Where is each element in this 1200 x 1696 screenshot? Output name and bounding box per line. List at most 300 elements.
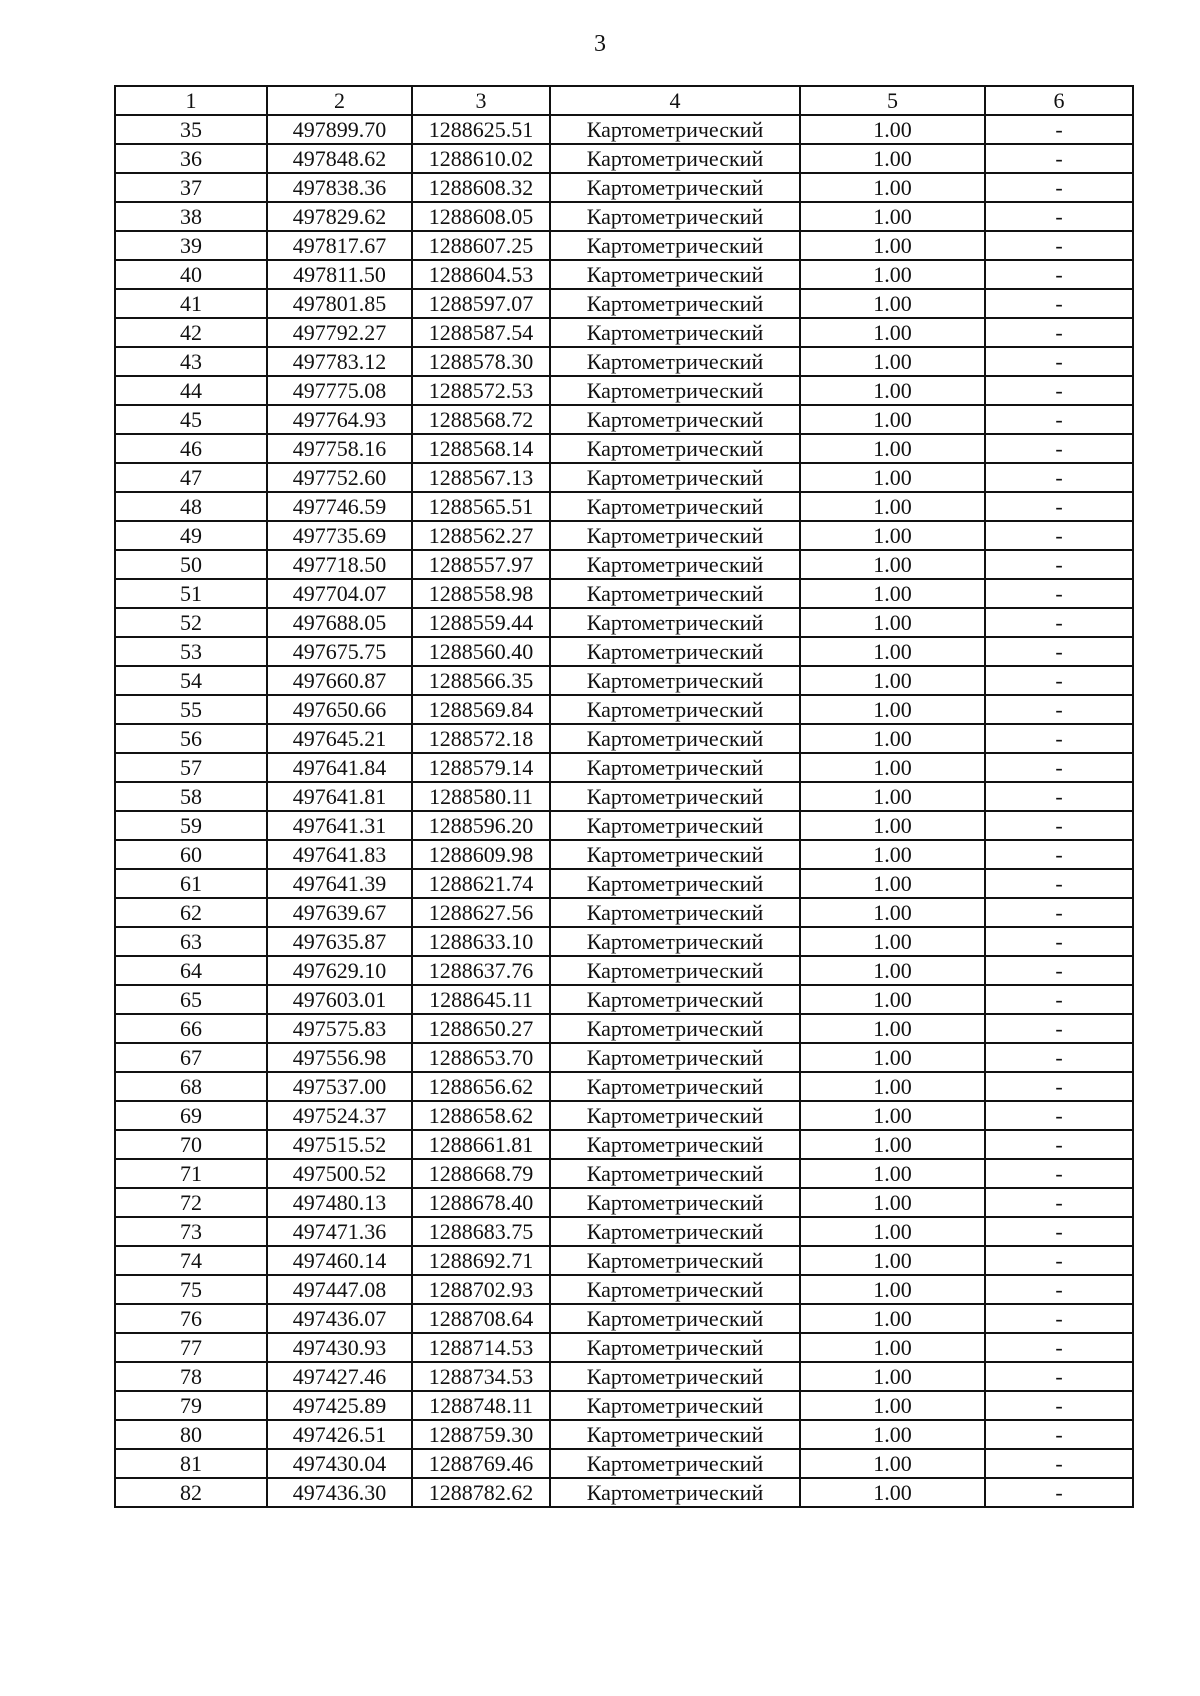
table-row: [115, 492, 1133, 521]
y-coordinate-cell: 1288587.54: [412, 318, 550, 347]
method-cell: Картометрический: [550, 666, 800, 695]
method-cell: Картометрический: [550, 782, 800, 811]
y-coordinate-cell: 1288656.62: [412, 1072, 550, 1101]
x-coordinate-cell: 497425.89: [267, 1391, 412, 1420]
accuracy-cell: 1.00: [800, 202, 985, 231]
table-row: [115, 666, 1133, 695]
point-number-cell: 35: [115, 115, 267, 144]
point-number-cell: 44: [115, 376, 267, 405]
table-row: [115, 173, 1133, 202]
accuracy-cell: 1.00: [800, 1449, 985, 1478]
description-cell: -: [985, 144, 1133, 173]
y-coordinate-cell: 1288678.40: [412, 1188, 550, 1217]
description-cell: -: [985, 724, 1133, 753]
method-cell: Картометрический: [550, 1159, 800, 1188]
table-row: [115, 811, 1133, 840]
description-cell: -: [985, 1188, 1133, 1217]
table-row: [115, 985, 1133, 1014]
x-coordinate-cell: 497704.07: [267, 579, 412, 608]
x-coordinate-cell: 497639.67: [267, 898, 412, 927]
method-cell: Картометрический: [550, 1362, 800, 1391]
x-coordinate-cell: 497838.36: [267, 173, 412, 202]
point-number-cell: 74: [115, 1246, 267, 1275]
x-coordinate-cell: 497829.62: [267, 202, 412, 231]
accuracy-cell: 1.00: [800, 1101, 985, 1130]
x-coordinate-cell: 497480.13: [267, 1188, 412, 1217]
y-coordinate-cell: 1288668.79: [412, 1159, 550, 1188]
table-row: [115, 347, 1133, 376]
table-header: [115, 86, 1133, 115]
x-coordinate-cell: 497775.08: [267, 376, 412, 405]
point-number-cell: 50: [115, 550, 267, 579]
accuracy-cell: 1.00: [800, 144, 985, 173]
y-coordinate-cell: 1288621.74: [412, 869, 550, 898]
method-cell: Картометрический: [550, 724, 800, 753]
description-cell: -: [985, 898, 1133, 927]
method-cell: Картометрический: [550, 1420, 800, 1449]
table-row: [115, 1217, 1133, 1246]
point-number-cell: 75: [115, 1275, 267, 1304]
method-cell: Картометрический: [550, 956, 800, 985]
y-coordinate-cell: 1288782.62: [412, 1478, 550, 1507]
x-coordinate-cell: 497436.07: [267, 1304, 412, 1333]
x-coordinate-cell: 497801.85: [267, 289, 412, 318]
method-cell: Картометрический: [550, 811, 800, 840]
point-number-cell: 60: [115, 840, 267, 869]
accuracy-cell: 1.00: [800, 811, 985, 840]
table-row: [115, 579, 1133, 608]
table-row: [115, 608, 1133, 637]
method-cell: Картометрический: [550, 521, 800, 550]
x-coordinate-cell: 497641.81: [267, 782, 412, 811]
point-number-cell: 52: [115, 608, 267, 637]
table-row: [115, 1449, 1133, 1478]
table-row: [115, 1246, 1133, 1275]
table-row: [115, 318, 1133, 347]
method-cell: Картометрический: [550, 1333, 800, 1362]
x-coordinate-cell: 497764.93: [267, 405, 412, 434]
x-coordinate-cell: 497811.50: [267, 260, 412, 289]
table-row: [115, 376, 1133, 405]
column-header: 5: [800, 86, 985, 115]
method-cell: Картометрический: [550, 1130, 800, 1159]
point-number-cell: 38: [115, 202, 267, 231]
accuracy-cell: 1.00: [800, 550, 985, 579]
table-row: [115, 753, 1133, 782]
y-coordinate-cell: 1288650.27: [412, 1014, 550, 1043]
x-coordinate-cell: 497848.62: [267, 144, 412, 173]
accuracy-cell: 1.00: [800, 1043, 985, 1072]
method-cell: Картометрический: [550, 144, 800, 173]
method-cell: Картометрический: [550, 695, 800, 724]
y-coordinate-cell: 1288607.25: [412, 231, 550, 260]
method-cell: Картометрический: [550, 753, 800, 782]
accuracy-cell: 1.00: [800, 695, 985, 724]
y-coordinate-cell: 1288608.32: [412, 173, 550, 202]
table-row: [115, 927, 1133, 956]
x-coordinate-cell: 497792.27: [267, 318, 412, 347]
y-coordinate-cell: 1288572.18: [412, 724, 550, 753]
y-coordinate-cell: 1288558.98: [412, 579, 550, 608]
accuracy-cell: 1.00: [800, 1275, 985, 1304]
table-row: [115, 1072, 1133, 1101]
accuracy-cell: 1.00: [800, 260, 985, 289]
x-coordinate-cell: 497556.98: [267, 1043, 412, 1072]
y-coordinate-cell: 1288566.35: [412, 666, 550, 695]
table-row: [115, 1043, 1133, 1072]
table-row: [115, 1101, 1133, 1130]
accuracy-cell: 1.00: [800, 753, 985, 782]
point-number-cell: 55: [115, 695, 267, 724]
table-row: [115, 231, 1133, 260]
description-cell: -: [985, 376, 1133, 405]
point-number-cell: 62: [115, 898, 267, 927]
description-cell: -: [985, 434, 1133, 463]
y-coordinate-cell: 1288759.30: [412, 1420, 550, 1449]
table-row: [115, 521, 1133, 550]
table-row: [115, 260, 1133, 289]
x-coordinate-cell: 497660.87: [267, 666, 412, 695]
method-cell: Картометрический: [550, 1072, 800, 1101]
table-row: [115, 724, 1133, 753]
description-cell: -: [985, 289, 1133, 318]
accuracy-cell: 1.00: [800, 608, 985, 637]
y-coordinate-cell: 1288568.14: [412, 434, 550, 463]
y-coordinate-cell: 1288608.05: [412, 202, 550, 231]
method-cell: Картометрический: [550, 1275, 800, 1304]
x-coordinate-cell: 497650.66: [267, 695, 412, 724]
table-row: [115, 1130, 1133, 1159]
x-coordinate-cell: 497603.01: [267, 985, 412, 1014]
description-cell: -: [985, 1043, 1133, 1072]
point-number-cell: 51: [115, 579, 267, 608]
table-row: [115, 405, 1133, 434]
point-number-cell: 73: [115, 1217, 267, 1246]
table-row: [115, 115, 1133, 144]
accuracy-cell: 1.00: [800, 1478, 985, 1507]
accuracy-cell: 1.00: [800, 1217, 985, 1246]
x-coordinate-cell: 497447.08: [267, 1275, 412, 1304]
description-cell: -: [985, 1217, 1133, 1246]
description-cell: -: [985, 1014, 1133, 1043]
table-row: [115, 1275, 1133, 1304]
description-cell: -: [985, 869, 1133, 898]
point-number-cell: 45: [115, 405, 267, 434]
y-coordinate-cell: 1288572.53: [412, 376, 550, 405]
accuracy-cell: 1.00: [800, 1246, 985, 1275]
method-cell: Картометрический: [550, 115, 800, 144]
point-number-cell: 39: [115, 231, 267, 260]
description-cell: -: [985, 695, 1133, 724]
table-row: [115, 1304, 1133, 1333]
point-number-cell: 46: [115, 434, 267, 463]
x-coordinate-cell: 497471.36: [267, 1217, 412, 1246]
accuracy-cell: 1.00: [800, 724, 985, 753]
x-coordinate-cell: 497430.93: [267, 1333, 412, 1362]
table-row: [115, 144, 1133, 173]
column-header: 3: [412, 86, 550, 115]
method-cell: Картометрический: [550, 927, 800, 956]
x-coordinate-cell: 497899.70: [267, 115, 412, 144]
x-coordinate-cell: 497635.87: [267, 927, 412, 956]
method-cell: Картометрический: [550, 1246, 800, 1275]
accuracy-cell: 1.00: [800, 637, 985, 666]
point-number-cell: 54: [115, 666, 267, 695]
y-coordinate-cell: 1288579.14: [412, 753, 550, 782]
method-cell: Картометрический: [550, 1391, 800, 1420]
table-row: [115, 289, 1133, 318]
description-cell: -: [985, 1362, 1133, 1391]
point-number-cell: 57: [115, 753, 267, 782]
description-cell: -: [985, 1333, 1133, 1362]
x-coordinate-cell: 497641.83: [267, 840, 412, 869]
description-cell: -: [985, 1159, 1133, 1188]
point-number-cell: 80: [115, 1420, 267, 1449]
method-cell: Картометрический: [550, 985, 800, 1014]
method-cell: Картометрический: [550, 1478, 800, 1507]
x-coordinate-cell: 497629.10: [267, 956, 412, 985]
x-coordinate-cell: 497688.05: [267, 608, 412, 637]
description-cell: -: [985, 753, 1133, 782]
method-cell: Картометрический: [550, 840, 800, 869]
accuracy-cell: 1.00: [800, 289, 985, 318]
point-number-cell: 77: [115, 1333, 267, 1362]
x-coordinate-cell: 497575.83: [267, 1014, 412, 1043]
point-number-cell: 82: [115, 1478, 267, 1507]
method-cell: Картометрический: [550, 637, 800, 666]
method-cell: Картометрический: [550, 1217, 800, 1246]
point-number-cell: 79: [115, 1391, 267, 1420]
point-number-cell: 64: [115, 956, 267, 985]
accuracy-cell: 1.00: [800, 840, 985, 869]
point-number-cell: 63: [115, 927, 267, 956]
table-row: [115, 956, 1133, 985]
description-cell: -: [985, 1246, 1133, 1275]
page-number: 3: [594, 31, 606, 57]
y-coordinate-cell: 1288625.51: [412, 115, 550, 144]
x-coordinate-cell: 497436.30: [267, 1478, 412, 1507]
description-cell: -: [985, 405, 1133, 434]
description-cell: -: [985, 550, 1133, 579]
method-cell: Картометрический: [550, 1304, 800, 1333]
y-coordinate-cell: 1288562.27: [412, 521, 550, 550]
method-cell: Картометрический: [550, 1449, 800, 1478]
y-coordinate-cell: 1288653.70: [412, 1043, 550, 1072]
accuracy-cell: 1.00: [800, 782, 985, 811]
description-cell: -: [985, 1478, 1133, 1507]
x-coordinate-cell: 497524.37: [267, 1101, 412, 1130]
table-row: [115, 1391, 1133, 1420]
point-number-cell: 59: [115, 811, 267, 840]
description-cell: -: [985, 608, 1133, 637]
accuracy-cell: 1.00: [800, 666, 985, 695]
y-coordinate-cell: 1288569.84: [412, 695, 550, 724]
method-cell: Картометрический: [550, 260, 800, 289]
point-number-cell: 76: [115, 1304, 267, 1333]
table-row: [115, 1420, 1133, 1449]
method-cell: Картометрический: [550, 492, 800, 521]
x-coordinate-cell: 497537.00: [267, 1072, 412, 1101]
method-cell: Картометрический: [550, 318, 800, 347]
description-cell: -: [985, 956, 1133, 985]
method-cell: Картометрический: [550, 202, 800, 231]
description-cell: -: [985, 927, 1133, 956]
point-number-cell: 66: [115, 1014, 267, 1043]
method-cell: Картометрический: [550, 376, 800, 405]
coordinates-table: [114, 85, 1134, 1508]
accuracy-cell: 1.00: [800, 1188, 985, 1217]
accuracy-cell: 1.00: [800, 521, 985, 550]
y-coordinate-cell: 1288596.20: [412, 811, 550, 840]
accuracy-cell: 1.00: [800, 1304, 985, 1333]
table-row: [115, 898, 1133, 927]
table-row: [115, 1362, 1133, 1391]
x-coordinate-cell: 497427.46: [267, 1362, 412, 1391]
accuracy-cell: 1.00: [800, 898, 985, 927]
column-header: 4: [550, 86, 800, 115]
point-number-cell: 36: [115, 144, 267, 173]
method-cell: Картометрический: [550, 173, 800, 202]
table-row: [115, 637, 1133, 666]
point-number-cell: 61: [115, 869, 267, 898]
y-coordinate-cell: 1288610.02: [412, 144, 550, 173]
description-cell: -: [985, 1072, 1133, 1101]
description-cell: -: [985, 782, 1133, 811]
description-cell: -: [985, 318, 1133, 347]
x-coordinate-cell: 497426.51: [267, 1420, 412, 1449]
accuracy-cell: 1.00: [800, 1072, 985, 1101]
accuracy-cell: 1.00: [800, 405, 985, 434]
description-cell: -: [985, 173, 1133, 202]
accuracy-cell: 1.00: [800, 1333, 985, 1362]
x-coordinate-cell: 497783.12: [267, 347, 412, 376]
point-number-cell: 58: [115, 782, 267, 811]
accuracy-cell: 1.00: [800, 985, 985, 1014]
method-cell: Картометрический: [550, 898, 800, 927]
x-coordinate-cell: 497735.69: [267, 521, 412, 550]
accuracy-cell: 1.00: [800, 1014, 985, 1043]
method-cell: Картометрический: [550, 289, 800, 318]
x-coordinate-cell: 497641.31: [267, 811, 412, 840]
description-cell: -: [985, 1449, 1133, 1478]
method-cell: Картометрический: [550, 869, 800, 898]
x-coordinate-cell: 497430.04: [267, 1449, 412, 1478]
point-number-cell: 53: [115, 637, 267, 666]
point-number-cell: 56: [115, 724, 267, 753]
accuracy-cell: 1.00: [800, 492, 985, 521]
description-cell: -: [985, 260, 1133, 289]
accuracy-cell: 1.00: [800, 347, 985, 376]
y-coordinate-cell: 1288645.11: [412, 985, 550, 1014]
y-coordinate-cell: 1288578.30: [412, 347, 550, 376]
point-number-cell: 37: [115, 173, 267, 202]
description-cell: -: [985, 1275, 1133, 1304]
accuracy-cell: 1.00: [800, 173, 985, 202]
accuracy-cell: 1.00: [800, 869, 985, 898]
y-coordinate-cell: 1288627.56: [412, 898, 550, 927]
point-number-cell: 40: [115, 260, 267, 289]
y-coordinate-cell: 1288714.53: [412, 1333, 550, 1362]
y-coordinate-cell: 1288683.75: [412, 1217, 550, 1246]
description-cell: -: [985, 637, 1133, 666]
table-row: [115, 202, 1133, 231]
point-number-cell: 68: [115, 1072, 267, 1101]
table-row: [115, 840, 1133, 869]
x-coordinate-cell: 497675.75: [267, 637, 412, 666]
point-number-cell: 42: [115, 318, 267, 347]
accuracy-cell: 1.00: [800, 1420, 985, 1449]
description-cell: -: [985, 347, 1133, 376]
description-cell: -: [985, 1420, 1133, 1449]
header-row: [115, 86, 1133, 115]
method-cell: Картометрический: [550, 1043, 800, 1072]
column-header: 2: [267, 86, 412, 115]
description-cell: -: [985, 579, 1133, 608]
point-number-cell: 70: [115, 1130, 267, 1159]
y-coordinate-cell: 1288559.44: [412, 608, 550, 637]
method-cell: Картометрический: [550, 231, 800, 260]
x-coordinate-cell: 497460.14: [267, 1246, 412, 1275]
accuracy-cell: 1.00: [800, 434, 985, 463]
y-coordinate-cell: 1288692.71: [412, 1246, 550, 1275]
y-coordinate-cell: 1288748.11: [412, 1391, 550, 1420]
y-coordinate-cell: 1288604.53: [412, 260, 550, 289]
table-row: [115, 1159, 1133, 1188]
accuracy-cell: 1.00: [800, 231, 985, 260]
description-cell: -: [985, 115, 1133, 144]
point-number-cell: 48: [115, 492, 267, 521]
table-row: [115, 1333, 1133, 1362]
x-coordinate-cell: 497641.39: [267, 869, 412, 898]
table-row: [115, 1014, 1133, 1043]
accuracy-cell: 1.00: [800, 927, 985, 956]
x-coordinate-cell: 497817.67: [267, 231, 412, 260]
point-number-cell: 67: [115, 1043, 267, 1072]
table-row: [115, 1478, 1133, 1507]
description-cell: -: [985, 1130, 1133, 1159]
method-cell: Картометрический: [550, 608, 800, 637]
description-cell: -: [985, 492, 1133, 521]
y-coordinate-cell: 1288633.10: [412, 927, 550, 956]
method-cell: Картометрический: [550, 1014, 800, 1043]
table-row: [115, 695, 1133, 724]
table-row: [115, 869, 1133, 898]
table-row: [115, 434, 1133, 463]
method-cell: Картометрический: [550, 1188, 800, 1217]
description-cell: -: [985, 840, 1133, 869]
y-coordinate-cell: 1288609.98: [412, 840, 550, 869]
x-coordinate-cell: 497758.16: [267, 434, 412, 463]
x-coordinate-cell: 497515.52: [267, 1130, 412, 1159]
x-coordinate-cell: 497752.60: [267, 463, 412, 492]
y-coordinate-cell: 1288597.07: [412, 289, 550, 318]
method-cell: Картометрический: [550, 434, 800, 463]
accuracy-cell: 1.00: [800, 463, 985, 492]
method-cell: Картометрический: [550, 1101, 800, 1130]
point-number-cell: 81: [115, 1449, 267, 1478]
description-cell: -: [985, 1391, 1133, 1420]
description-cell: -: [985, 985, 1133, 1014]
point-number-cell: 41: [115, 289, 267, 318]
y-coordinate-cell: 1288567.13: [412, 463, 550, 492]
point-number-cell: 47: [115, 463, 267, 492]
table-row: [115, 1188, 1133, 1217]
description-cell: -: [985, 811, 1133, 840]
accuracy-cell: 1.00: [800, 579, 985, 608]
accuracy-cell: 1.00: [800, 1391, 985, 1420]
accuracy-cell: 1.00: [800, 1159, 985, 1188]
y-coordinate-cell: 1288658.62: [412, 1101, 550, 1130]
